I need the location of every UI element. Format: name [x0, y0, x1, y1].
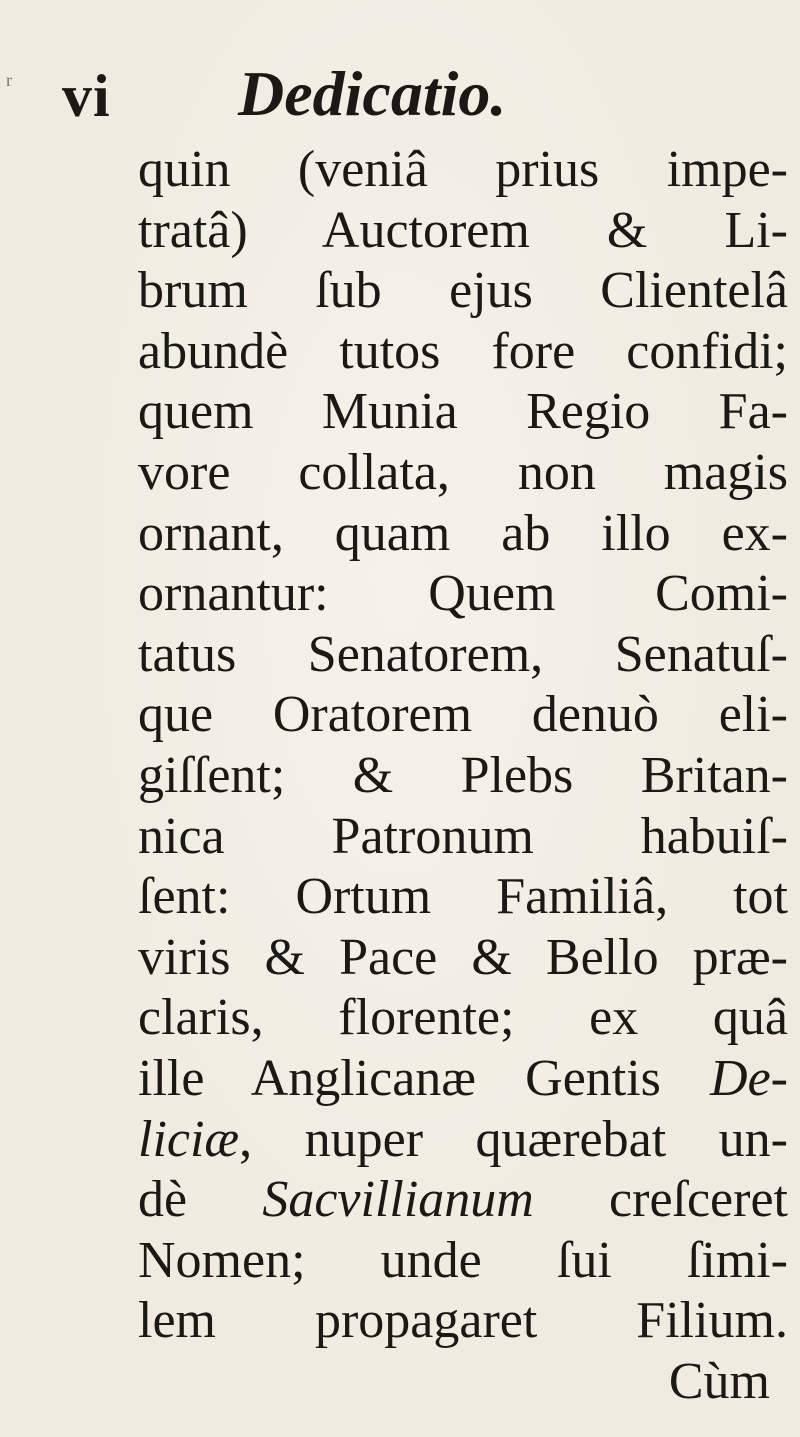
text-run: giſſent; & Plebs Britan-	[138, 746, 788, 804]
text-run: lem propagaret Filium.	[138, 1292, 788, 1350]
text-run: que Oratorem denuò eli-	[138, 686, 788, 744]
page-number: vi	[62, 63, 111, 129]
text-run: abundè tutos fore confidi;	[138, 322, 788, 380]
text-run: Nomen; unde ſui ſimi-	[138, 1231, 788, 1289]
text-line	[138, 1231, 788, 1292]
text-line	[138, 685, 788, 746]
italic-run: Sacvillianum	[262, 1171, 534, 1229]
text-run: tatus Senatorem, Senatuſ-	[138, 625, 788, 683]
text-run: Cùm	[668, 1352, 770, 1410]
text-line	[138, 140, 788, 201]
text-line	[138, 504, 788, 565]
text-run: ornant, quam ab illo ex-	[138, 504, 788, 562]
text-line	[138, 1049, 788, 1110]
text-run: tratâ) Auctorem & Li-	[138, 201, 788, 259]
text-run: creſceret	[533, 1171, 788, 1229]
text-run: viris & Pace & Bello præ-	[138, 928, 788, 986]
text-line	[138, 261, 788, 322]
text-run: brum ſub ejus Clientelâ	[138, 262, 788, 320]
text-line	[138, 988, 788, 1049]
text-line	[138, 867, 788, 928]
text-run: claris, florente; ex quâ	[138, 989, 788, 1047]
text-run: quin (veniâ prius impe-	[138, 141, 788, 198]
text-run: ornantur: Quem Comi-	[138, 565, 788, 623]
text-line	[138, 807, 788, 868]
text-line	[138, 564, 788, 625]
text-line	[138, 322, 788, 383]
text-run: quem Munia Regio Fa-	[138, 383, 788, 441]
text-run: , nuper quærebat un-	[239, 1110, 788, 1168]
italic-run: liciæ	[138, 1110, 240, 1168]
text-line	[138, 928, 788, 989]
text-run: ſent: Ortum Familiâ, tot	[138, 868, 788, 926]
text-line	[138, 625, 788, 686]
italic-run: De-	[710, 1049, 788, 1107]
text-run: nica Patronum habuiſ-	[138, 807, 788, 865]
text-line	[138, 443, 788, 504]
text-line	[138, 1291, 788, 1352]
text-line	[138, 1110, 788, 1171]
page-edge-mark: r	[6, 70, 12, 90]
text-line	[138, 382, 788, 443]
text-line	[138, 1170, 788, 1231]
text-line	[138, 1352, 788, 1413]
body-text	[138, 140, 788, 1412]
text-line	[138, 746, 788, 807]
text-line	[138, 201, 788, 262]
text-run: ille Anglicanæ Gentis	[138, 1049, 711, 1107]
running-head: Dedicatio.	[238, 58, 507, 129]
text-run: vore collata, non magis	[138, 443, 788, 501]
text-run: dè	[138, 1171, 263, 1229]
